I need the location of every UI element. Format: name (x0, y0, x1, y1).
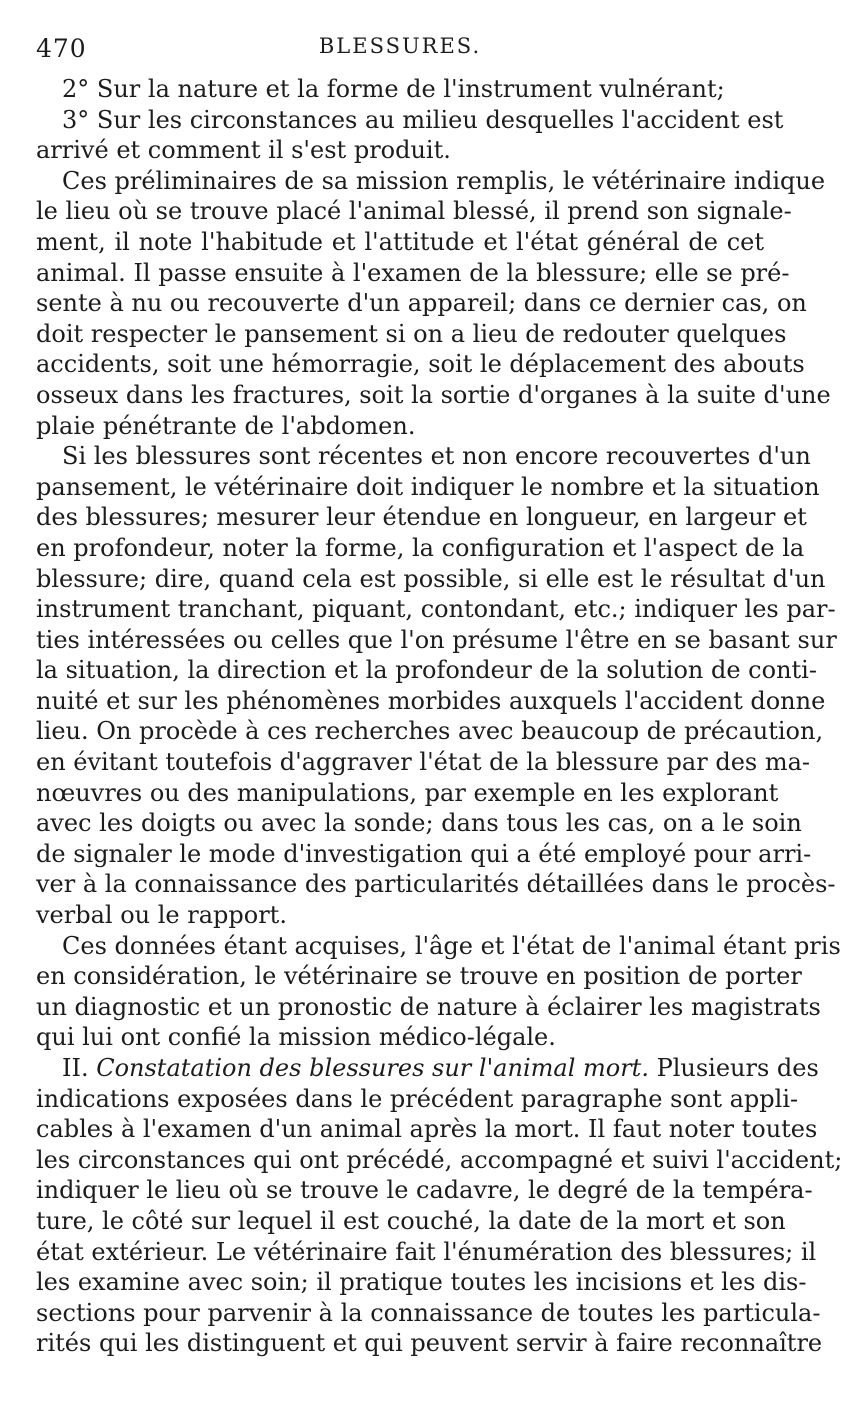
text-line (36, 1084, 799, 1115)
text-segment: nuité et sur les phénomènes morbides auxquels l'accident donne (36, 686, 826, 715)
text-segment: blessure; dire, quand cela est possible, si elle est le résultat d'un (36, 564, 826, 593)
text-segment: ture, le côté sur lequel il est couché, la date de la mort et son (36, 1206, 786, 1235)
text-segment: II. (62, 1054, 97, 1082)
text-line (36, 441, 811, 472)
text-segment: Plusieurs des (648, 1054, 819, 1082)
text-line (36, 135, 764, 166)
text-line (36, 931, 841, 962)
text-segment: ties intéressées ou celles que l'on présume l'être en se basant sur (36, 625, 837, 654)
running-title: BLESSURES. (318, 34, 482, 58)
text-segment: lieu. On procède à ces recherches avec beaucoup de précaution, (36, 717, 824, 746)
text-segment: en profondeur, noter la forme, la configuration et l'aspect de la (36, 533, 805, 562)
text-segment: des blessures; mesurer leur étendue en longueur, en largeur et (36, 503, 807, 532)
text-line (36, 411, 764, 442)
text-segment: accidents, soit une hémorragie, soit le déplacement des abouts (36, 350, 805, 379)
text-line (36, 869, 836, 900)
text-segment: 3° Sur les circonstances au milieu desquelles l'accident est (62, 105, 784, 134)
text-line (36, 227, 764, 258)
text-line (36, 655, 817, 686)
text-line (36, 1237, 817, 1268)
text-line (36, 564, 826, 595)
text-line (36, 961, 802, 992)
text-line (36, 1267, 807, 1298)
text-line (36, 1053, 819, 1084)
text-line (36, 1114, 818, 1145)
text-line (36, 747, 811, 778)
text-segment: état extérieur. Le vétérinaire fait l'énumération des blessures; il (36, 1237, 817, 1266)
text-segment: les circonstances qui ont précédé, accompagné et suivi l'accident; (36, 1145, 842, 1174)
text-line (36, 1328, 823, 1359)
text-line (36, 502, 807, 533)
body-text (36, 74, 842, 1359)
italic-heading: Constatation des blessures sur l'animal mort. (96, 1054, 649, 1082)
text-line (36, 380, 831, 411)
text-segment: osseux dans les fractures, soit la sortie d'organes à la suite d'une (36, 380, 831, 409)
text-segment: avec les doigts ou avec la sonde; dans tous les cas, on a le soin (36, 809, 802, 838)
text-line (36, 686, 826, 717)
text-segment: Ces données étant acquises, l'âge et l'état de l'animal étant pris (62, 931, 841, 960)
text-segment: ment, il note l'habitude et l'attitude et l'état général de cet (36, 227, 764, 256)
text-segment: sections pour parvenir à la connaissance de toutes les particula- (36, 1298, 821, 1327)
text-line (36, 992, 821, 1023)
text-segment: animal. Il passe ensuite à l'examen de la blessure; elle se pré- (36, 258, 790, 287)
text-segment: indications exposées dans le précédent paragraphe sont appli- (36, 1084, 799, 1113)
text-segment: ver à la connaissance des particularités détaillées dans le procès- (36, 870, 836, 899)
text-segment: doit respecter le pansement si on a lieu de redouter quelques (36, 319, 787, 348)
text-line (36, 1175, 813, 1206)
text-line (36, 1022, 764, 1053)
text-line (36, 778, 779, 809)
text-line (36, 105, 784, 136)
text-segment: en considération, le vétérinaire se trouve en position de porter (36, 962, 802, 991)
text-line (36, 472, 820, 503)
text-line (36, 594, 836, 625)
text-segment: 2° Sur la nature et la forme de l'instrument vulnérant; (62, 75, 725, 103)
text-segment: un diagnostic et un pronostic de nature à éclairer les magistrats (36, 992, 821, 1021)
text-segment: sente à nu ou recouverte d'un appareil; dans ce dernier cas, on (36, 289, 807, 318)
text-line (36, 839, 812, 870)
text-segment: indiquer le lieu où se trouve le cadavre, le degré de la tempéra- (36, 1176, 813, 1205)
text-segment: le lieu où se trouve placé l'animal blessé, il prend son signale- (36, 197, 792, 226)
text-line (36, 808, 802, 839)
text-segment: nœuvres ou des manipulations, par exemple en les explorant (36, 778, 779, 807)
text-line (36, 1298, 821, 1329)
text-line (36, 319, 787, 350)
page-header (36, 30, 764, 64)
text-segment: la situation, la direction et la profondeur de la solution de conti- (36, 656, 817, 685)
text-segment: en évitant toutefois d'aggraver l'état de la blessure par des ma- (36, 748, 811, 777)
text-line (36, 1145, 842, 1176)
text-line (36, 196, 792, 227)
text-segment: de signaler le mode d'investigation qui a été employé pour arri- (36, 839, 812, 868)
text-line (36, 1206, 786, 1237)
text-line (36, 258, 790, 289)
text-segment: qui lui ont confié la mission médico-légale. (36, 1023, 556, 1052)
text-segment: Ces préliminaires de sa mission remplis, le vétérinaire indique (62, 166, 826, 195)
text-segment: pansement, le vétérinaire doit indiquer le nombre et la situation (36, 472, 820, 501)
page-number: 470 (36, 34, 87, 63)
text-segment: Si les blessures sont récentes et non encore recouvertes d'un (62, 442, 811, 471)
text-line (36, 625, 837, 656)
text-line (36, 349, 805, 380)
text-line (36, 288, 807, 319)
text-segment: rités qui les distinguent et qui peuvent servir à faire reconnaître (36, 1329, 823, 1358)
text-segment: arrivé et comment il s'est produit. (36, 136, 451, 165)
text-segment: verbal ou le rapport. (36, 901, 287, 930)
text-line (36, 900, 764, 931)
text-line (36, 166, 826, 197)
text-line (36, 74, 764, 105)
text-line (36, 533, 805, 564)
text-segment: plaie pénétrante de l'abdomen. (36, 411, 416, 440)
text-segment: instrument tranchant, piquant, contondant, etc.; indiquer les par- (36, 595, 836, 624)
text-segment: cables à l'examen d'un animal après la mort. Il faut noter toutes (36, 1115, 818, 1144)
text-line (36, 716, 824, 747)
text-segment: les examine avec soin; il pratique toutes les incisions et les dis- (36, 1268, 807, 1297)
